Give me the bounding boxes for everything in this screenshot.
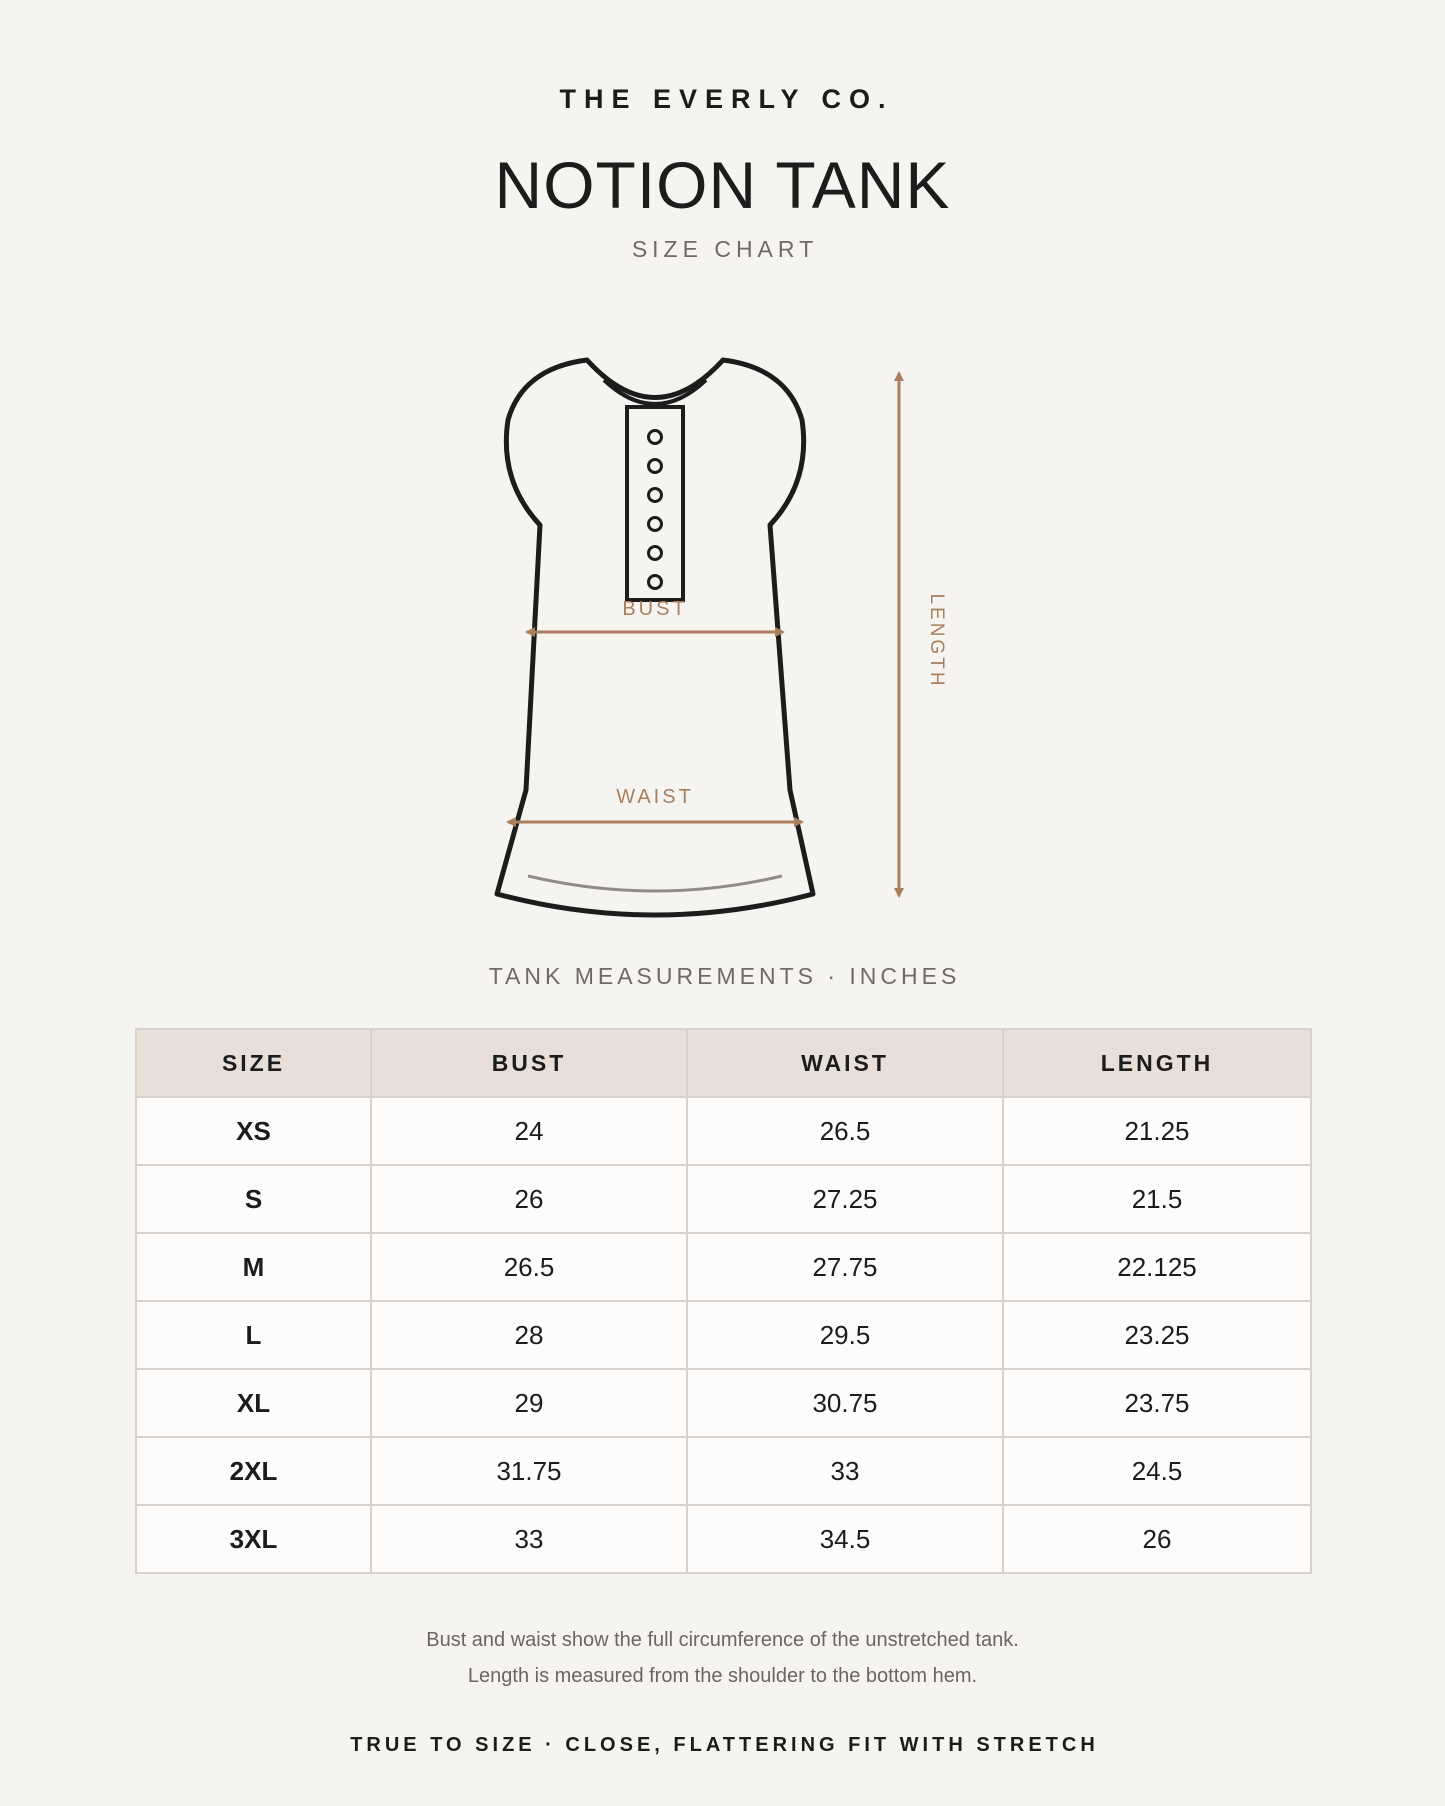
button-icon — [649, 547, 662, 560]
table-row — [136, 1165, 1311, 1233]
table-row — [136, 1233, 1311, 1301]
measurement-note: Bust and waist show the full circumference of the unstretched tank. — [426, 1629, 1019, 1651]
bust-cell: 33 — [371, 1505, 687, 1573]
table-row — [136, 1097, 1311, 1165]
length-cell: 24.5 — [1003, 1437, 1311, 1505]
size-cell: XS — [136, 1097, 371, 1165]
page-title: NOTION TANK — [494, 148, 951, 222]
length-cell: 23.75 — [1003, 1369, 1311, 1437]
length-label: LENGTH — [926, 593, 947, 689]
hem-stitch-line — [528, 876, 782, 891]
bust-cell: 24 — [371, 1097, 687, 1165]
waist-cell: 26.5 — [687, 1097, 1003, 1165]
bust-cell: 31.75 — [371, 1437, 687, 1505]
waist-cell: 29.5 — [687, 1301, 1003, 1369]
fit-note: TRUE TO SIZE · CLOSE, FLATTERING FIT WITH STRETCH — [350, 1734, 1099, 1756]
measurement-note: Length is measured from the shoulder to the bottom hem. — [467, 1665, 978, 1687]
button-icon — [649, 576, 662, 589]
waist-cell: 30.75 — [687, 1369, 1003, 1437]
header-bust: BUST — [371, 1029, 687, 1097]
table-row — [136, 1437, 1311, 1505]
button-icon — [649, 460, 662, 473]
button-icon — [649, 431, 662, 444]
table-row — [136, 1505, 1311, 1573]
header-length: LENGTH — [1003, 1029, 1311, 1097]
bust-cell: 29 — [371, 1369, 687, 1437]
brand-name: THE EVERLY CO. — [559, 84, 894, 114]
button-icon — [649, 489, 662, 502]
header-size: SIZE — [136, 1029, 371, 1097]
neckline-band — [604, 380, 706, 404]
table-header-row — [136, 1029, 1311, 1097]
waist-cell: 34.5 — [687, 1505, 1003, 1573]
length-cell: 21.5 — [1003, 1165, 1311, 1233]
bust-label: BUST — [622, 598, 688, 620]
size-cell: 2XL — [136, 1437, 371, 1505]
waist-cell: 27.75 — [687, 1233, 1003, 1301]
size-chart-table — [135, 1028, 1312, 1574]
length-cell: 23.25 — [1003, 1301, 1311, 1369]
length-cell: 22.125 — [1003, 1233, 1311, 1301]
page-subtitle: SIZE CHART — [631, 236, 819, 262]
table-row — [136, 1369, 1311, 1437]
size-cell: S — [136, 1165, 371, 1233]
bust-cell: 26 — [371, 1165, 687, 1233]
waist-cell: 33 — [687, 1437, 1003, 1505]
size-cell: L — [136, 1301, 371, 1369]
button-icon — [649, 518, 662, 531]
bust-cell: 26.5 — [371, 1233, 687, 1301]
button-placket — [627, 407, 683, 600]
placket-buttons — [649, 431, 662, 589]
header-waist: WAIST — [687, 1029, 1003, 1097]
size-cell: XL — [136, 1369, 371, 1437]
size-cell: 3XL — [136, 1505, 371, 1573]
measurements-caption: TANK MEASUREMENTS · INCHES — [488, 963, 961, 989]
length-cell: 26 — [1003, 1505, 1311, 1573]
waist-cell: 27.25 — [687, 1165, 1003, 1233]
size-cell: M — [136, 1233, 371, 1301]
table-row — [136, 1301, 1311, 1369]
bust-cell: 28 — [371, 1301, 687, 1369]
waist-label: WAIST — [616, 786, 694, 808]
length-cell: 21.25 — [1003, 1097, 1311, 1165]
